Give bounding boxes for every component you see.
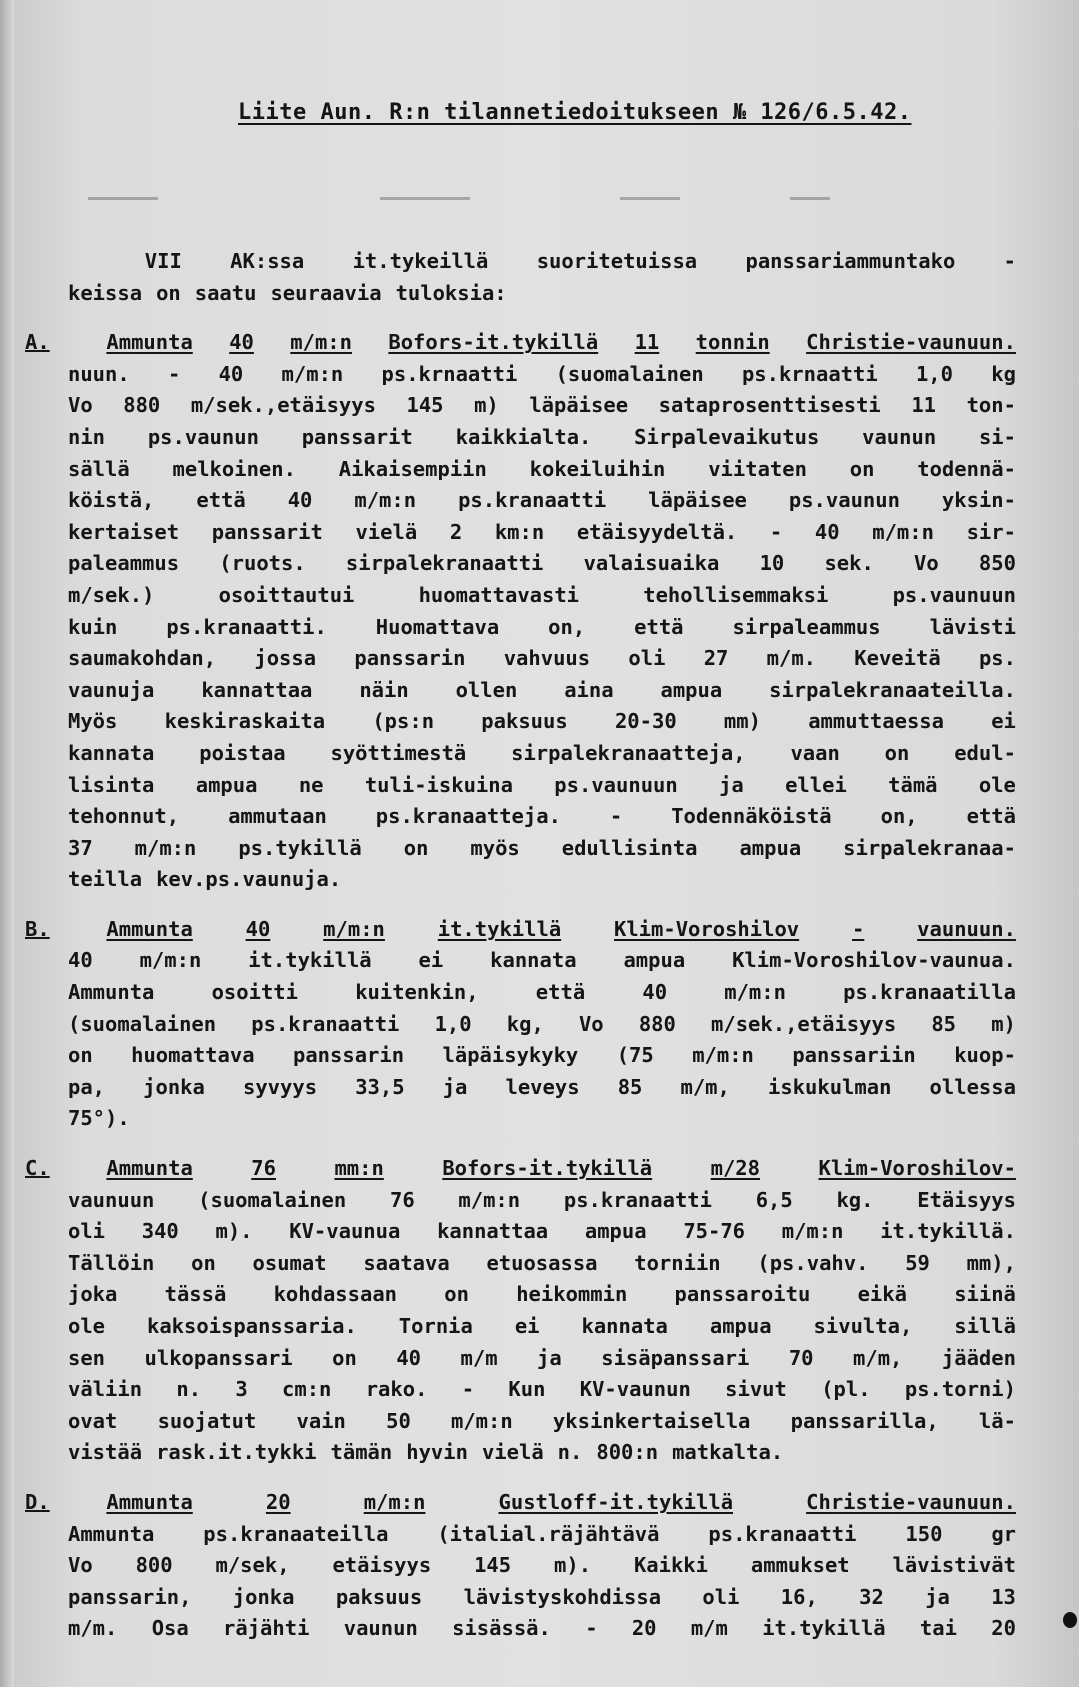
text-line: sen ulkopanssari on 40 m/m ja sisäpanssari 70 m/m, jääden	[68, 1345, 1016, 1370]
scan-smudge	[88, 197, 158, 200]
section-marker: B.	[25, 916, 50, 941]
text-line: ovat suojatut vain 50 m/m:n yksinkertaisella panssarilla, lä-	[68, 1408, 1016, 1433]
scan-smudge	[790, 197, 830, 200]
text-line: keissa on saatu seuraavia tuloksia:	[68, 280, 507, 305]
scan-smudge	[380, 197, 470, 200]
section-marker: C.	[25, 1156, 50, 1181]
text-line: sällä melkoinen. Aikaisempiin kokeiluihin viitaten on todennä-	[68, 456, 1016, 481]
text-line: 37 m/m:n ps.tykillä on myös edullisinta ampua sirpalekranaa-	[68, 835, 1016, 860]
text-line: (suomalainen ps.kranaatti 1,0 kg, Vo 880 m/sek.,etäisyys 85 m)	[68, 1011, 1016, 1036]
text-line: saumakohdan, jossa panssarin vahvuus oli 27 m/m. Keveitä ps.	[68, 646, 1016, 671]
text-line: vaunuja kannattaa näin ollen aina ampua sirpalekranaateilla.	[68, 677, 1016, 702]
text-line: Ammunta osoitti kuitenkin, että 40 m/m:n ps.kranaatilla	[68, 980, 1016, 1005]
text-line: nin ps.vaunun panssarit kaikkialta. Sirpalevaikutus vaunun si-	[68, 424, 1016, 449]
text-line: kannata poistaa syöttimestä sirpalekranaatteja, vaan on edul-	[68, 740, 1016, 765]
text-line: Tällöin on osumat saatava etuosassa torniin (ps.vahv. 59 mm),	[68, 1250, 1016, 1275]
section-c	[25, 1153, 1016, 1469]
section-intro	[68, 246, 1016, 309]
section-a	[25, 327, 1016, 896]
text-line: kertaiset panssarit vielä 2 km:n etäisyydeltä. - 40 m/m:n sir-	[68, 519, 1016, 544]
document-body	[25, 246, 1016, 1645]
scan-smudge	[620, 197, 680, 200]
text-line: 75°).	[68, 1106, 130, 1131]
text-line: m/sek.) osoittautui huomattavasti tehollisemmaksi ps.vaunuun	[68, 582, 1016, 607]
section-heading: Ammunta 76 mm:n Bofors-it.tykillä m/28 Klim-Voroshilov-	[106, 1156, 1016, 1181]
text-line: vistää rask.it.tykki tämän hyvin vielä n. 800:n matkalta.	[68, 1440, 784, 1465]
text-line: väliin n. 3 cm:n rako. - Kun KV-vaunun sivut (pl. ps.torni)	[68, 1377, 1016, 1402]
text-line: Ammunta ps.kranaateilla (italial.räjähtävä ps.kranaatti 150 gr	[68, 1521, 1016, 1546]
text-line: nuun. - 40 m/m:n ps.krnaatti (suomalainen ps.krnaatti 1,0 kg	[68, 361, 1016, 386]
text-line: tehonnut, ammutaan ps.kranaatteja. - Todennäköistä on, että	[68, 804, 1016, 829]
text-line: paleammus (ruots. sirpalekranaatti valaisuaika 10 sek. Vo 850	[68, 551, 1016, 576]
text-line: lisinta ampua ne tuli-iskuina ps.vaunuun ja ellei tämä ole	[68, 772, 1016, 797]
section-b	[25, 914, 1016, 1135]
text-line: kuin ps.kranaatti. Huomattava on, että sirpaleammus lävisti	[68, 614, 1016, 639]
text-line: teilla kev.ps.vaunuja.	[68, 867, 342, 892]
text-line: ole kaksoispanssaria. Tornia ei kannata ampua sivulta, sillä	[68, 1314, 1016, 1338]
text-line: vaunuun (suomalainen 76 m/m:n ps.kranaatti 6,5 kg. Etäisyys	[68, 1187, 1016, 1212]
scan-edge-shadow	[0, 0, 14, 1687]
section-heading: Ammunta 20 m/m:n Gustloff-it.tykillä Christie-vaunuun.	[106, 1489, 1016, 1514]
document-title: Liite Aun. R:n tilannetiedoitukseen № 126/6.5.42.	[238, 100, 912, 125]
text-line: Myös keskiraskaita (ps:n paksuus 20-30 mm) ammuttaessa ei	[68, 709, 1016, 734]
section-heading: Ammunta 40 m/m:n it.tykillä Klim-Voroshilov - vaunuun.	[106, 916, 1016, 941]
section-marker: D.	[25, 1489, 50, 1514]
section-marker: A.	[25, 330, 50, 355]
text-line: pa, jonka syvyys 33,5 ja leveys 85 m/m, iskukulman ollessa	[68, 1074, 1016, 1099]
section-d	[25, 1487, 1016, 1645]
scan-mark	[1063, 1612, 1077, 1628]
text-line: Vo 880 m/sek.,etäisyys 145 m) läpäisee sataprosenttisesti 11 ton-	[68, 393, 1016, 418]
text-line: Vo 800 m/sek, etäisyys 145 m). Kaikki ammukset lävistivät	[68, 1553, 1016, 1578]
text-line: VII AK:ssa it.tykeillä suoritetuissa panssariammuntako -	[144, 249, 1016, 273]
section-heading: Ammunta 40 m/m:n Bofors-it.tykillä 11 tonnin Christie-vaunuun.	[106, 330, 1016, 355]
text-line: oli 340 m). KV-vaunua kannattaa ampua 75-76 m/m:n it.tykillä.	[68, 1219, 1016, 1244]
text-line: joka tässä kohdassaan on heikommin panssaroitu eikä siinä	[68, 1282, 1016, 1307]
text-line: on huomattava panssarin läpäisykyky (75 m/m:n panssariin kuop-	[68, 1043, 1016, 1068]
text-line: köistä, että 40 m/m:n ps.kranaatti läpäisee ps.vaunun yksin-	[68, 488, 1016, 513]
text-line: 40 m/m:n it.tykillä ei kannata ampua Klim-Voroshilov-vaunua.	[68, 948, 1016, 973]
text-line: panssarin, jonka paksuus lävistyskohdissa oli 16, 32 ja 13	[68, 1584, 1016, 1609]
text-line: m/m. Osa räjähti vaunun sisässä. - 20 m/m it.tykillä tai 20	[68, 1616, 1016, 1641]
